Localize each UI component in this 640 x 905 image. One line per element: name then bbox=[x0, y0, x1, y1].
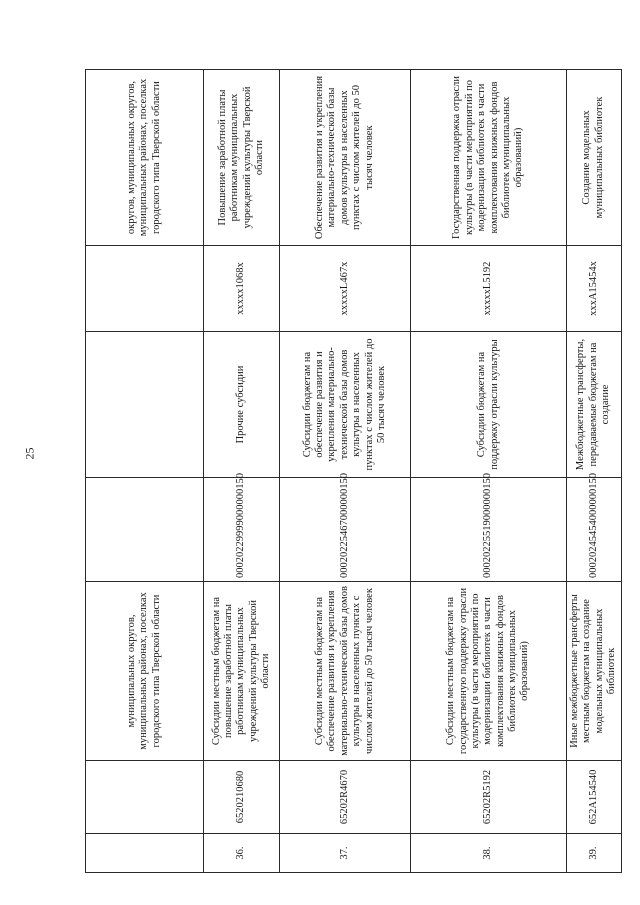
cell-description: округов, муниципальных округов, муниципальных районах, поселках городского типа Тверской области bbox=[86, 70, 204, 246]
table-row bbox=[204, 70, 280, 873]
cell-name: Субсидии местным бюджетам на государственную поддержку отрасли культуры (в части мероприятий по модернизации библиотек в части комплектования книжных фондов библиотек муниципальных образований) bbox=[411, 582, 567, 761]
cell-kbk: 00020225519000000150 bbox=[411, 478, 567, 582]
cell-kbk-desc bbox=[86, 332, 204, 478]
cell-name: Субсидии местным бюджетам на повышение заработной платы работникам муниципальных учреждений культуры Тверской области bbox=[204, 582, 280, 761]
cell-num bbox=[86, 834, 204, 873]
page-number: 25 bbox=[22, 447, 37, 460]
cell-name: муниципальных округов, муниципальных районах, поселках городского типа Тверской области bbox=[86, 582, 204, 761]
cell-name: Субсидии местным бюджетам на обеспечение развития и укрепления материально-технической базы домов культуры в населенных пунктах с числом жителей до 50 тысяч человек bbox=[280, 582, 411, 761]
cell-code: 65202R5192 bbox=[411, 761, 567, 834]
cell-description: Государственная поддержка отрасли культуры (в части мероприятий по модернизации библиотек в части комплектования книжных фондов библиотек муниципальных образований) bbox=[411, 70, 567, 246]
cell-description: Обеспечение развития и укрепления материально-технической базы домов культуры в населенных пунктах с числом жителей до 50 тысяч человек bbox=[280, 70, 411, 246]
cell-kbk bbox=[86, 478, 204, 582]
cell-code: 65202R4670 bbox=[280, 761, 411, 834]
cell-num: 37. bbox=[280, 834, 411, 873]
cell-kbk: 00020245454000000150 bbox=[567, 478, 622, 582]
cell-description: Повышение заработной платы работникам муниципальных учреждений культуры Тверской области bbox=[204, 70, 280, 246]
cell-code: 6520210680 bbox=[204, 761, 280, 834]
cell-subcode: xxxA15454x bbox=[567, 246, 622, 332]
rotated-content bbox=[85, 70, 618, 873]
cell-code bbox=[86, 761, 204, 834]
cell-name: Иные межбюджетные трансферты местным бюджетам на создание модельных муниципальных библиотек bbox=[567, 582, 622, 761]
cell-kbk-desc: Субсидии бюджетам на поддержку отрасли культуры bbox=[411, 332, 567, 478]
cell-num: 39. bbox=[567, 834, 622, 873]
budget-table bbox=[85, 69, 622, 873]
cell-subcode bbox=[86, 246, 204, 332]
cell-num: 38. bbox=[411, 834, 567, 873]
table-row bbox=[411, 70, 567, 873]
cell-kbk: 00020229999000000150 bbox=[204, 478, 280, 582]
cell-subcode: xxxxx1068x bbox=[204, 246, 280, 332]
cell-num: 36. bbox=[204, 834, 280, 873]
cell-description: Создание модельных муниципальных библиотек bbox=[567, 70, 622, 246]
cell-subcode: xxxxxL5192 bbox=[411, 246, 567, 332]
rotated-page bbox=[85, 70, 618, 873]
cell-kbk: 00020225467000000150 bbox=[280, 478, 411, 582]
cell-kbk-desc: Субсидии бюджетам на обеспечение развития и укрепления материально-технической базы домов культуры в населенных пунктах с числом жителей до 50 тысяч человек bbox=[280, 332, 411, 478]
table-row bbox=[280, 70, 411, 873]
cell-subcode: xxxxxL467x bbox=[280, 246, 411, 332]
table-row bbox=[567, 70, 622, 873]
cell-code: 652A154540 bbox=[567, 761, 622, 834]
table-row-continuation bbox=[86, 70, 204, 873]
cell-kbk-desc: Прочие субсидии bbox=[204, 332, 280, 478]
cell-kbk-desc: Межбюджетные трансферты, передаваемые бюджетам на создание bbox=[567, 332, 622, 478]
